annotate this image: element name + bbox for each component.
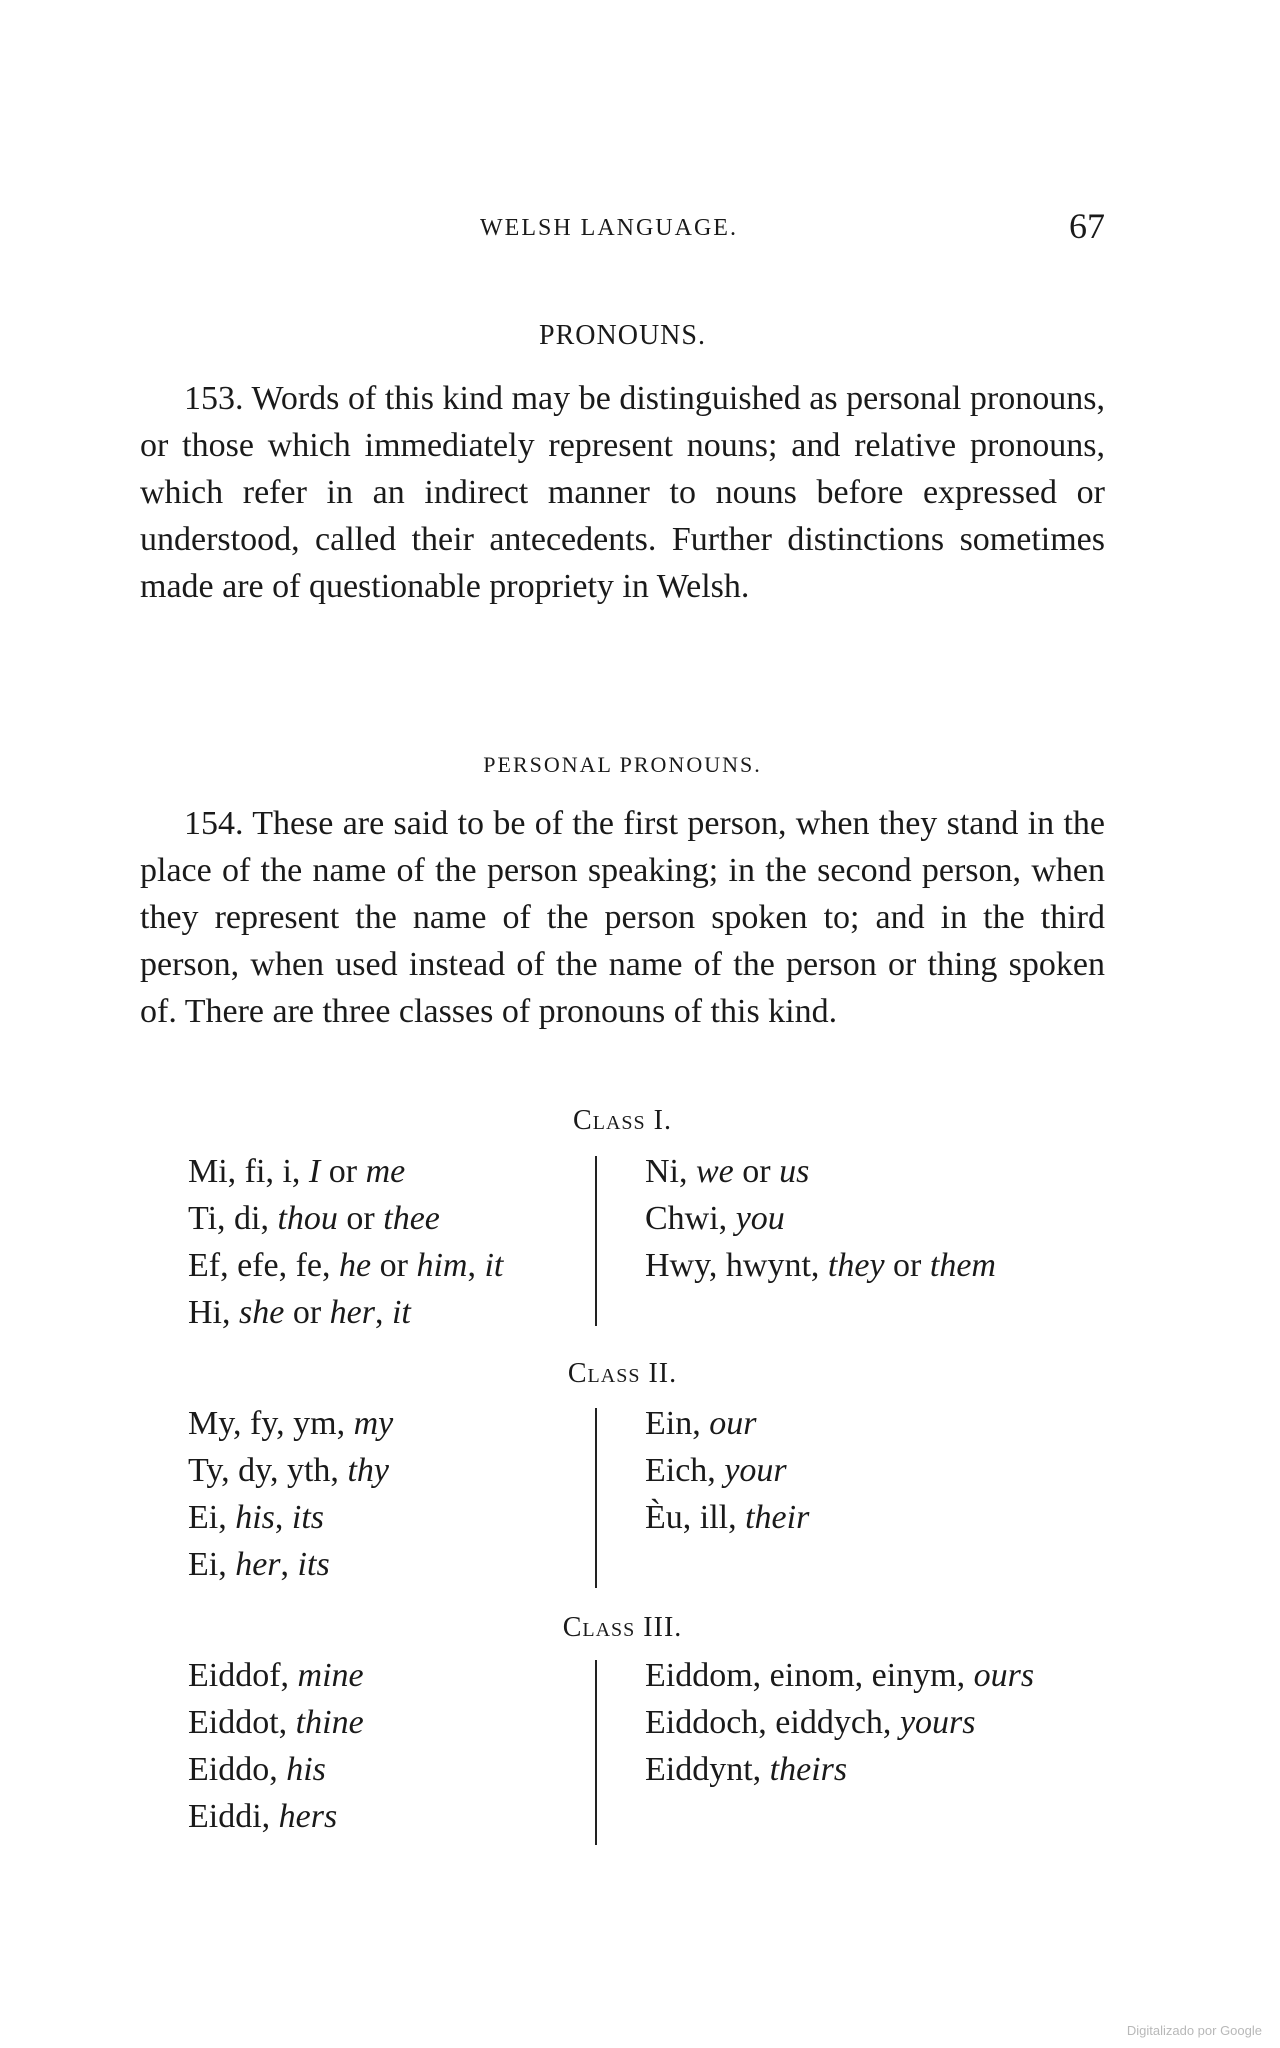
pronoun-welsh: Eiddo, bbox=[188, 1751, 287, 1788]
pronoun-row bbox=[188, 1148, 503, 1195]
page-number: 67 bbox=[1069, 206, 1105, 246]
pronoun-gloss: thee bbox=[383, 1200, 440, 1237]
pronoun-welsh: Ei, bbox=[188, 1499, 236, 1536]
class-2-plural bbox=[645, 1400, 809, 1541]
pronoun-connector: or bbox=[884, 1247, 930, 1284]
pronoun-connector: , bbox=[467, 1247, 485, 1284]
page-header bbox=[140, 205, 1105, 255]
pronoun-gloss: your bbox=[724, 1452, 787, 1489]
pronoun-row bbox=[188, 1447, 393, 1494]
paragraph-154: 154. These are said to be of the first person, when they stand in the place of the name of the person speaking; in the second person, when they represent the name of the person spoken to; and in the third person, when used instead of the name of the person or thing spoken of. There are three classes of pronouns of this kind. bbox=[140, 805, 1105, 1030]
pronoun-connector: or bbox=[320, 1153, 366, 1190]
pronoun-welsh: Chwi, bbox=[645, 1200, 736, 1237]
pronoun-gloss: our bbox=[709, 1405, 757, 1442]
pronoun-row bbox=[188, 1242, 503, 1289]
pronoun-connector: , bbox=[274, 1499, 292, 1536]
pronoun-welsh: Eiddynt, bbox=[645, 1751, 770, 1788]
pronoun-welsh: Hi, bbox=[188, 1294, 239, 1331]
pronoun-row bbox=[188, 1400, 393, 1447]
pronoun-row bbox=[188, 1494, 393, 1541]
pronoun-welsh: Eiddoch, eiddych, bbox=[645, 1704, 900, 1741]
subsection-title: PERSONAL PRONOUNS. bbox=[483, 752, 762, 777]
pronoun-gloss: it bbox=[484, 1247, 504, 1284]
pronoun-row bbox=[645, 1494, 809, 1541]
pronoun-gloss: mine bbox=[297, 1657, 364, 1694]
pronoun-gloss: thou bbox=[277, 1200, 338, 1237]
pronoun-row bbox=[188, 1793, 364, 1840]
pronoun-gloss: his bbox=[286, 1751, 326, 1788]
pronoun-row bbox=[188, 1195, 503, 1242]
pronoun-gloss: thy bbox=[347, 1452, 389, 1489]
pronoun-row bbox=[645, 1447, 809, 1494]
pronoun-gloss: theirs bbox=[769, 1751, 848, 1788]
class-3-singular bbox=[188, 1652, 364, 1840]
pronoun-welsh: Ni, bbox=[645, 1153, 696, 1190]
pronoun-gloss: her bbox=[235, 1546, 281, 1583]
pronoun-gloss: thine bbox=[295, 1704, 364, 1741]
pronoun-gloss: him bbox=[416, 1247, 468, 1284]
pronoun-welsh: Ei, bbox=[188, 1546, 236, 1583]
pronoun-gloss: their bbox=[745, 1499, 810, 1536]
class-2-singular bbox=[188, 1400, 393, 1588]
pronoun-connector: , bbox=[280, 1546, 298, 1583]
pronoun-gloss: his bbox=[235, 1499, 275, 1536]
pronoun-gloss: ours bbox=[973, 1657, 1035, 1694]
class-3-plural bbox=[645, 1652, 1034, 1793]
pronoun-row bbox=[645, 1746, 1034, 1793]
section-title: PRONOUNS. bbox=[539, 320, 706, 351]
pronoun-welsh: Eiddom, einom, einym, bbox=[645, 1657, 974, 1694]
pronoun-row bbox=[188, 1746, 364, 1793]
pronoun-welsh: Mi, fi, i, bbox=[188, 1153, 309, 1190]
pronoun-connector: or bbox=[337, 1200, 384, 1237]
column-divider bbox=[595, 1408, 597, 1588]
pronoun-row bbox=[188, 1699, 364, 1746]
pronoun-gloss: it bbox=[391, 1294, 411, 1331]
pronoun-gloss: hers bbox=[278, 1798, 338, 1835]
pronoun-row bbox=[188, 1652, 364, 1699]
pronoun-gloss: its bbox=[291, 1499, 325, 1536]
pronoun-gloss: me bbox=[365, 1153, 406, 1190]
pronoun-welsh: Eiddot, bbox=[188, 1704, 296, 1741]
column-divider bbox=[595, 1156, 597, 1326]
pronoun-row bbox=[188, 1541, 393, 1588]
pronoun-gloss: its bbox=[297, 1546, 330, 1583]
running-title: WELSH LANGUAGE. bbox=[480, 215, 738, 241]
pronoun-row bbox=[645, 1242, 996, 1289]
pronoun-row bbox=[645, 1400, 809, 1447]
pronoun-gloss: yours bbox=[899, 1704, 976, 1741]
pronoun-welsh: Eiddof, bbox=[188, 1657, 298, 1694]
class-2-heading: Class II. bbox=[567, 1358, 678, 1389]
class-1-singular bbox=[188, 1148, 503, 1336]
class-1-heading: Class I. bbox=[573, 1105, 672, 1136]
pronoun-row bbox=[645, 1652, 1034, 1699]
pronoun-welsh: Eiddi, bbox=[188, 1798, 279, 1835]
pronoun-gloss: them bbox=[929, 1247, 996, 1284]
pronoun-row bbox=[645, 1195, 996, 1242]
pronoun-gloss: he bbox=[339, 1247, 372, 1284]
pronoun-gloss: we bbox=[696, 1153, 734, 1190]
pronoun-gloss: they bbox=[827, 1247, 885, 1284]
pronoun-welsh: Hwy, hwynt, bbox=[645, 1247, 828, 1284]
paragraph-153: 153. Words of this kind may be distinguished as personal pronouns, or those which immediately represent nouns; and relative pronouns, which refer in an indirect manner to nouns before expressed or understood, called their antecedents. Further distinctions sometimes made are of questionable propriety in Welsh. bbox=[140, 380, 1105, 605]
pronoun-row bbox=[645, 1699, 1034, 1746]
pronoun-row bbox=[645, 1148, 996, 1195]
pronoun-welsh: Èu, ill, bbox=[645, 1499, 746, 1536]
pronoun-gloss: her bbox=[329, 1294, 375, 1331]
pronoun-gloss: you bbox=[735, 1200, 785, 1237]
pronoun-welsh: Ty, dy, yth, bbox=[188, 1452, 348, 1489]
pronoun-welsh: Ein, bbox=[645, 1405, 710, 1442]
pronoun-connector: or bbox=[284, 1294, 330, 1331]
pronoun-welsh: Eich, bbox=[645, 1452, 725, 1489]
pronoun-gloss: my bbox=[353, 1405, 394, 1442]
pronoun-welsh: Ef, efe, fe, bbox=[188, 1247, 340, 1284]
class-3-heading: Class III. bbox=[562, 1612, 683, 1643]
digitization-watermark: Digitalizado por Google bbox=[1126, 2023, 1262, 2038]
pronoun-welsh: Ti, di, bbox=[188, 1200, 278, 1237]
pronoun-gloss: she bbox=[239, 1294, 285, 1331]
pronoun-row bbox=[188, 1289, 503, 1336]
pronoun-welsh: My, fy, ym, bbox=[188, 1405, 354, 1442]
pronoun-gloss: I bbox=[308, 1153, 321, 1190]
pronoun-connector: or bbox=[733, 1153, 780, 1190]
pronoun-connector: or bbox=[371, 1247, 417, 1284]
class-1-plural bbox=[645, 1148, 996, 1289]
pronoun-connector: , bbox=[374, 1294, 392, 1331]
column-divider bbox=[595, 1660, 597, 1845]
pronoun-gloss: us bbox=[779, 1153, 810, 1190]
